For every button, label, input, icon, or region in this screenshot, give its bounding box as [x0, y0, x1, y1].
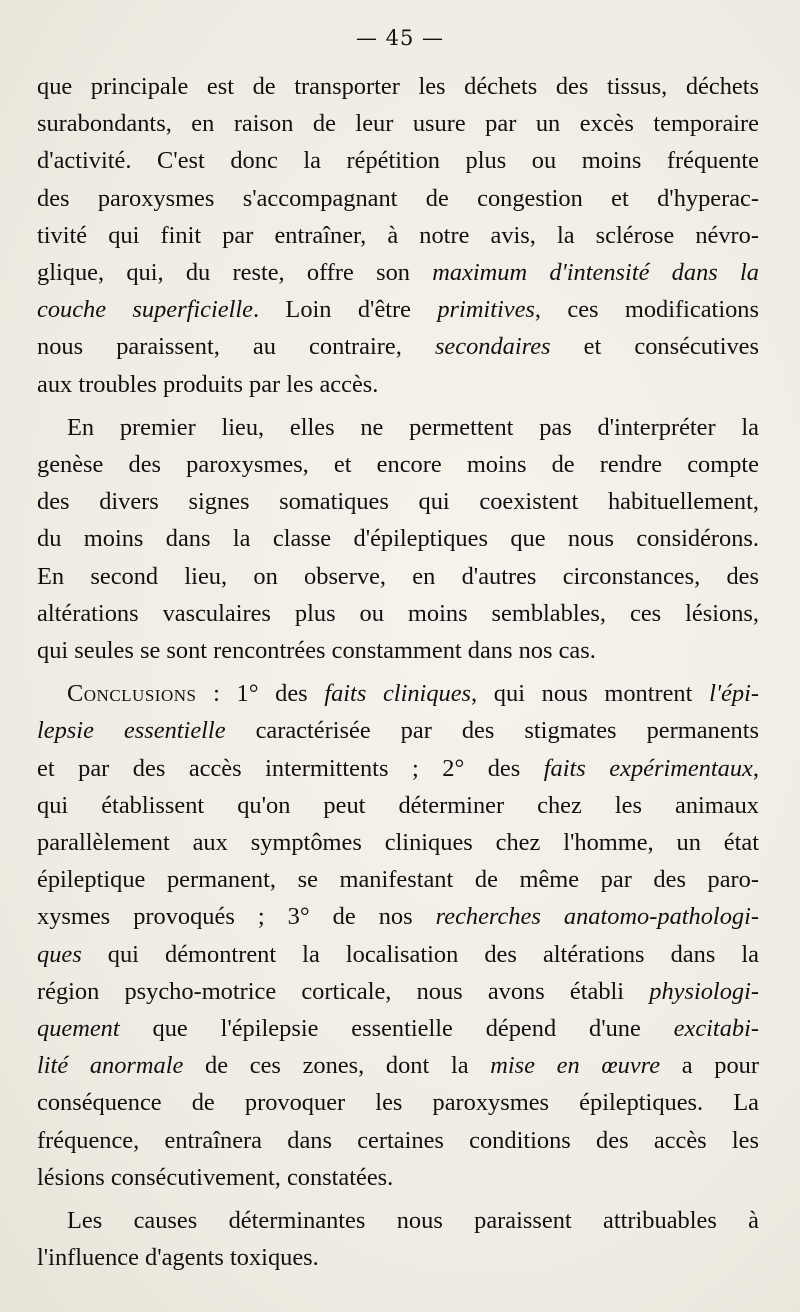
text-line: glique, qui, du reste, offre son maximum d'intensité dans la	[37, 259, 759, 287]
text-line: région psycho-motrice corticale, nous avons établi physiologi-	[37, 977, 759, 1005]
text-line: ques qui démontrent la localisation des altérations dans la	[37, 940, 759, 968]
text-line: fréquence, entraînera dans certaines conditions des accès les	[37, 1126, 759, 1154]
italic-phrase: faits cliniques	[324, 680, 472, 708]
text-line: Les causes déterminantes nous paraissent attribuables à	[67, 1207, 759, 1235]
text-line: lepsie essentielle caractérisée par des stigmates permanents	[37, 717, 759, 745]
text-line: parallèlement aux symptômes cliniques chez l'homme, un état	[37, 829, 759, 857]
text-line: des divers signes somatiques qui coexistent habituellement,	[37, 488, 759, 516]
text-line: En second lieu, on observe, en d'autres circonstances, des	[37, 562, 759, 590]
italic-phrase: lepsie essentielle	[37, 717, 226, 745]
italic-phrase: couche superficielle	[37, 296, 253, 324]
text-line: couche superficielle. Loin d'être primitives, ces modifications	[37, 296, 759, 324]
small-caps-heading: Conclusions	[67, 680, 197, 708]
italic-phrase: primitives	[437, 296, 535, 324]
paragraph-4	[37, 1202, 759, 1276]
paragraph-1	[37, 68, 759, 403]
text-line: altérations vasculaires plus ou moins semblables, ces lésions,	[37, 599, 759, 627]
text-line: genèse des paroxysmes, et encore moins de rendre compte	[37, 451, 759, 479]
text-line: des paroxysmes s'accompagnant de congestion et d'hyperac-	[37, 184, 759, 212]
page-number: — 45 —	[355, 26, 445, 50]
text-line: l'influence d'agents toxiques.	[37, 1244, 319, 1272]
text-line: conséquence de provoquer les paroxysmes épileptiques. La	[37, 1089, 759, 1117]
italic-phrase: secondaires	[434, 333, 551, 361]
italic-phrase: mise en œuvre	[490, 1052, 661, 1080]
paragraph-3	[37, 675, 759, 1196]
text-line: surabondants, en raison de leur usure par un excès temporaire	[37, 110, 759, 138]
italic-phrase: quement	[37, 1015, 120, 1043]
text-line: qui seules se sont rencontrées constamment dans nos cas.	[37, 637, 596, 665]
italic-phrase: lité anormale	[37, 1052, 184, 1080]
text-line: lésions consécutivement, constatées.	[37, 1163, 394, 1191]
text-line: quement que l'épilepsie essentielle dépend d'une excitabi-	[37, 1015, 759, 1043]
italic-phrase: recherches anatomo-pathologi-	[435, 903, 759, 931]
text-line: En premier lieu, elles ne permettent pas d'interpréter la	[67, 413, 759, 441]
text-line: du moins dans la classe d'épileptiques que nous considérons.	[37, 525, 759, 553]
text-line: lité anormale de ces zones, dont la mise en œuvre a pour	[37, 1052, 759, 1080]
text-line: xysmes provoqués ; 3° de nos recherches anatomo-pathologi-	[37, 903, 759, 931]
italic-phrase: ques	[37, 940, 82, 968]
text-line: nous paraissent, au contraire, secondaires et consécutives	[37, 333, 759, 361]
text-line: épileptique permanent, se manifestant de même par des paro-	[37, 866, 759, 894]
text-line: qui établissent qu'on peut déterminer chez les animaux	[37, 791, 759, 819]
text-line: d'activité. C'est donc la répétition plus ou moins fréquente	[37, 147, 759, 175]
paragraph-2	[37, 409, 759, 669]
italic-phrase: faits expérimentaux	[543, 754, 753, 782]
italic-phrase: l'épi-	[709, 680, 759, 708]
text-line: et par des accès intermittents ; 2° des faits expérimentaux,	[37, 754, 759, 782]
italic-phrase: physiologi-	[649, 977, 759, 1005]
text-line: que principale est de transporter les déchets des tissus, déchets	[37, 73, 759, 100]
italic-phrase: maximum d'intensité dans la	[432, 259, 759, 287]
italic-phrase: excitabi-	[673, 1015, 759, 1043]
body-text	[37, 68, 759, 1277]
text-line: Conclusions : 1° des faits cliniques, qui nous montrent l'épi-	[67, 680, 759, 708]
text-line: aux troubles produits par les accès.	[37, 370, 379, 398]
text-line: tivité qui finit par entraîner, à notre avis, la sclérose névro-	[37, 221, 759, 249]
